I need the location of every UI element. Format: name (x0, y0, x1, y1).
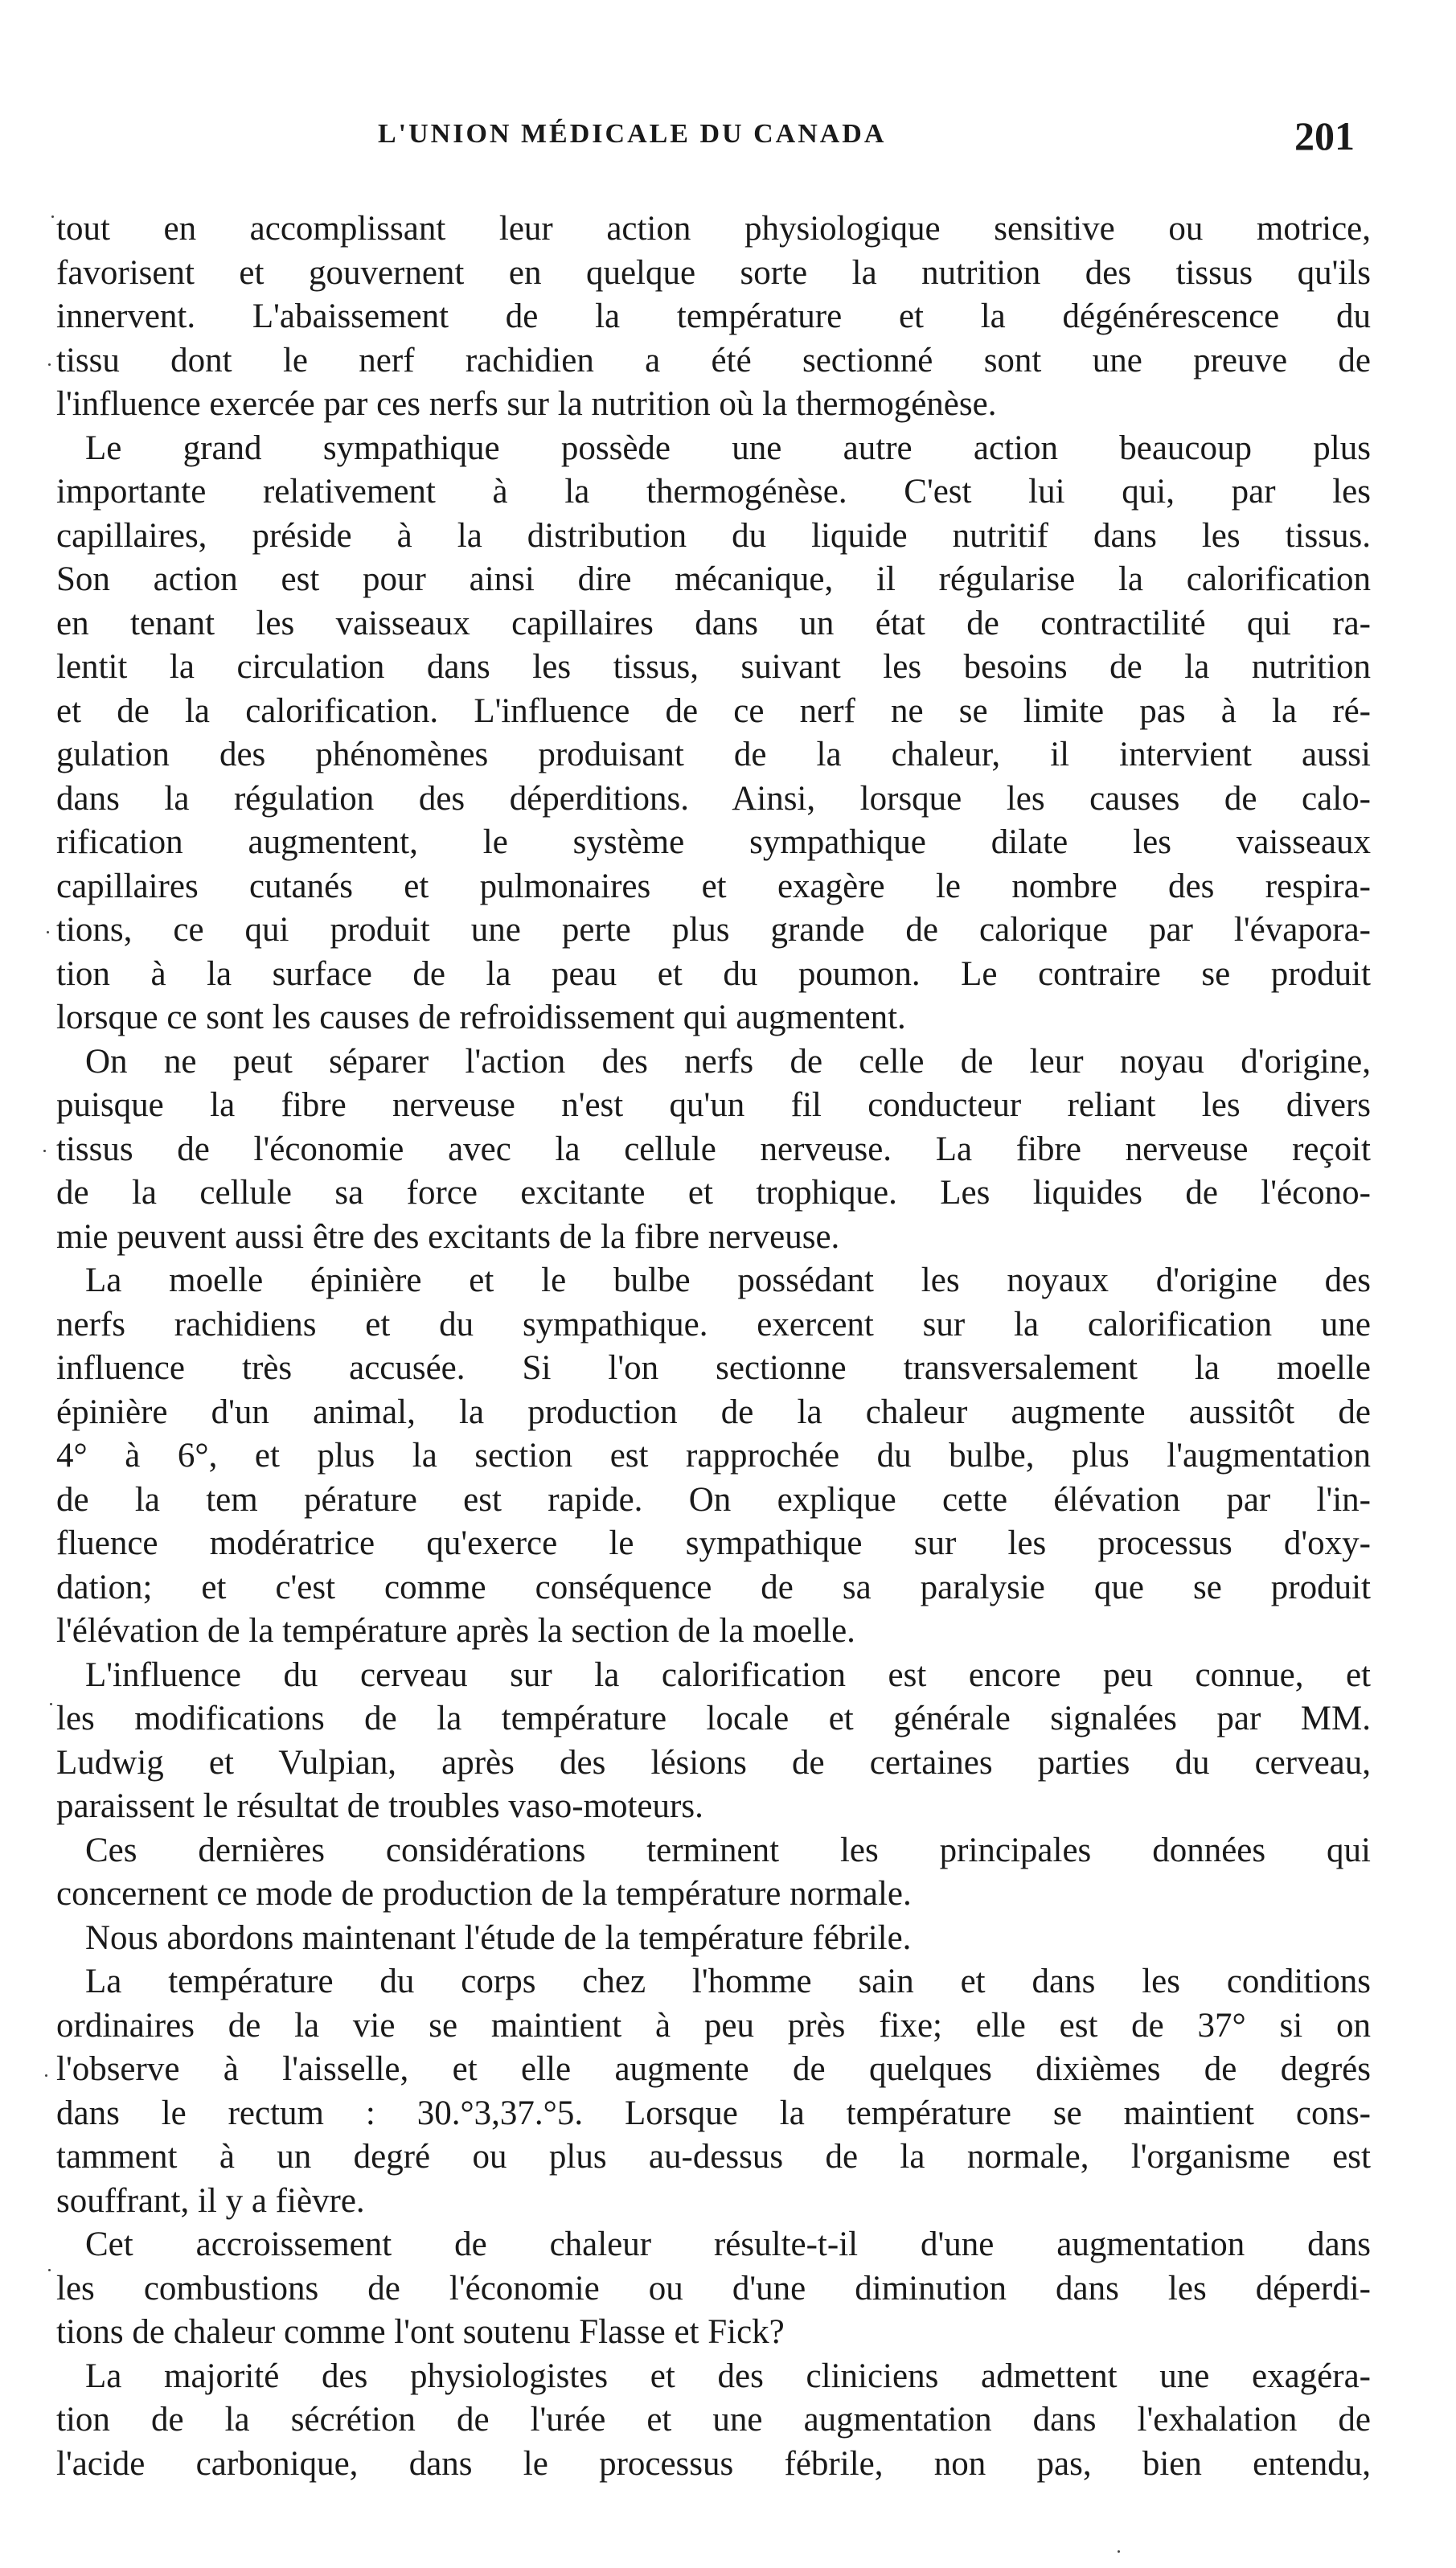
text-line: en tenant les vaisseaux capillaires dans un état de contractilité qui ra- (56, 604, 1371, 642)
text-line: mie peuvent aussi être des excitants de la fibre nerveuse. (56, 1217, 840, 1256)
text-line: Son action est pour ainsi dire mécanique, il régularise la calorification (56, 560, 1371, 598)
text-line: les combustions de l'économie ou d'une diminution dans les déperdi- (56, 2269, 1371, 2308)
text-line: puisque la fibre nerveuse n'est qu'un fil conducteur reliant les divers (56, 1086, 1371, 1124)
text-line: Cet accroissement de chaleur résulte-t-il d'une augmentation dans (85, 2225, 1371, 2263)
text-line: nerfs rachidiens et du sympathique. exercent sur la calorification une (56, 1305, 1371, 1343)
text-line: capillaires, préside à la distribution du liquide nutritif dans les tissus. (56, 516, 1371, 555)
text-line: Le grand sympathique possède une autre action beaucoup plus (85, 429, 1371, 467)
text-line: tissu dont le nerf rachidien a été sectionné sont une preuve de (56, 341, 1371, 379)
text-line: influence très accusée. Si l'on sectionne transversalement la moelle (56, 1349, 1371, 1387)
text-line: gulation des phénomènes produisant de la chaleur, il intervient aussi (56, 736, 1371, 773)
text-line: l'élévation de la température après la section de la moelle. (56, 1612, 855, 1650)
text-line: tissus de l'économie avec la cellule nerveuse. La fibre nerveuse reçoit (56, 1130, 1371, 1168)
text-line: L'influence du cerveau sur la calorification est encore peu connue, et (85, 1655, 1371, 1694)
text-line: importante relativement à la thermogénèse. C'est lui qui, par les (56, 473, 1371, 511)
scan-speck (48, 2269, 51, 2271)
text-line: l'observe à l'aisselle, et elle augmente de quelques dixièmes de degrés (56, 2050, 1371, 2088)
text-line: La majorité des physiologistes et des cliniciens admettent une exagéra- (85, 2357, 1371, 2395)
text-line: paraissent le résultat de troubles vaso-moteurs. (56, 1787, 703, 1825)
text-line: La température du corps chez l'homme sain et dans les conditions (85, 1963, 1371, 2000)
text-line: capillaires cutanés et pulmonaires et exagère le nombre des respira- (56, 867, 1371, 905)
text-line: l'acide carbonique, dans le processus fébrile, non pas, bien entendu, (56, 2444, 1371, 2483)
text-line: lorsque ce sont les causes de refroidissement qui augmentent. (56, 999, 906, 1036)
text-line: Ludwig et Vulpian, après des lésions de certaines parties du cerveau, (56, 1743, 1371, 1782)
text-line: tamment à un degré ou plus au-dessus de la normale, l'organisme est (56, 2138, 1371, 2176)
text-line: dation; et c'est comme conséquence de sa paralysie que se produit (56, 1568, 1371, 1606)
text-line: fluence modératrice qu'exerce le sympathique sur les processus d'oxy- (56, 1524, 1371, 1562)
text-line: Nous abordons maintenant l'étude de la température fébrile. (85, 1918, 912, 1957)
text-line: dans le rectum : 30.°3,37.°5. Lorsque la température se maintient cons- (56, 2094, 1371, 2132)
text-line: tions, ce qui produit une perte plus grande de calorique par l'évapora- (56, 911, 1371, 949)
scan-speck (50, 1703, 52, 1705)
page-header (0, 113, 1456, 167)
body-text (56, 207, 1371, 2486)
text-line: La moelle épinière et le bulbe possédant les noyaux d'origine des (85, 1261, 1371, 1299)
scan-speck (48, 363, 51, 366)
text-line: ordinaires de la vie se maintient à peu près fixe; elle est de 37° si on (56, 2006, 1371, 2045)
text-line: rification augmentent, le système sympathique dilate les vaisseaux (56, 823, 1371, 861)
text-line: concernent ce mode de production de la température normale. (56, 1875, 912, 1913)
text-line: On ne peut séparer l'action des nerfs de celle de leur noyau d'origine, (85, 1042, 1371, 1081)
text-line: de la tem pérature est rapide. On explique cette élévation par l'in- (56, 1480, 1371, 1519)
text-line: 4° à 6°, et plus la section est rapprochée du bulbe, plus l'augmentation (56, 1437, 1371, 1475)
text-line: lentit la circulation dans les tissus, suivant les besoins de la nutrition (56, 648, 1371, 686)
text-line: tion à la surface de la peau et du poumon. Le contraire se produit (56, 954, 1371, 993)
page-number: 201 (1294, 113, 1355, 158)
text-line: favorisent et gouvernent en quelque sorte la nutrition des tissus qu'ils (56, 253, 1371, 292)
text-line: et de la calorification. L'influence de ce nerf ne se limite pas à la ré- (56, 691, 1371, 730)
text-line: de la cellule sa force excitante et trophique. Les liquides de l'écono- (56, 1174, 1371, 1212)
text-line: épinière d'un animal, la production de la chaleur augmente aussitôt de (56, 1393, 1371, 1431)
text-line: dans la régulation des déperditions. Ainsi, lorsque les causes de calo- (56, 779, 1371, 818)
text-line: les modifications de la température locale et générale signalées par MM. (56, 1700, 1371, 1737)
running-title: L'UNION MÉDICALE DU CANADA (378, 119, 887, 149)
text-line: tout en accomplissant leur action physiologique sensitive ou motrice, (56, 210, 1371, 248)
scan-speck (1118, 2550, 1120, 2553)
scan-speck (51, 215, 54, 218)
text-line: tion de la sécrétion de l'urée et une augmentation dans l'exhalation de (56, 2401, 1371, 2439)
scan-speck (47, 931, 49, 933)
text-line: Ces dernières considérations terminent les principales données qui (85, 1831, 1371, 1869)
text-line: souffrant, il y a fièvre. (56, 2181, 365, 2220)
text-line: l'influence exercée par ces nerfs sur la nutrition où la thermogénèse. (56, 385, 997, 423)
scan-speck (45, 2074, 47, 2077)
text-line: tions de chaleur comme l'ont soutenu Flasse et Fick? (56, 2313, 785, 2351)
scan-speck (43, 1150, 46, 1152)
text-line: innervent. L'abaissement de la température et la dégénérescence du (56, 297, 1371, 335)
